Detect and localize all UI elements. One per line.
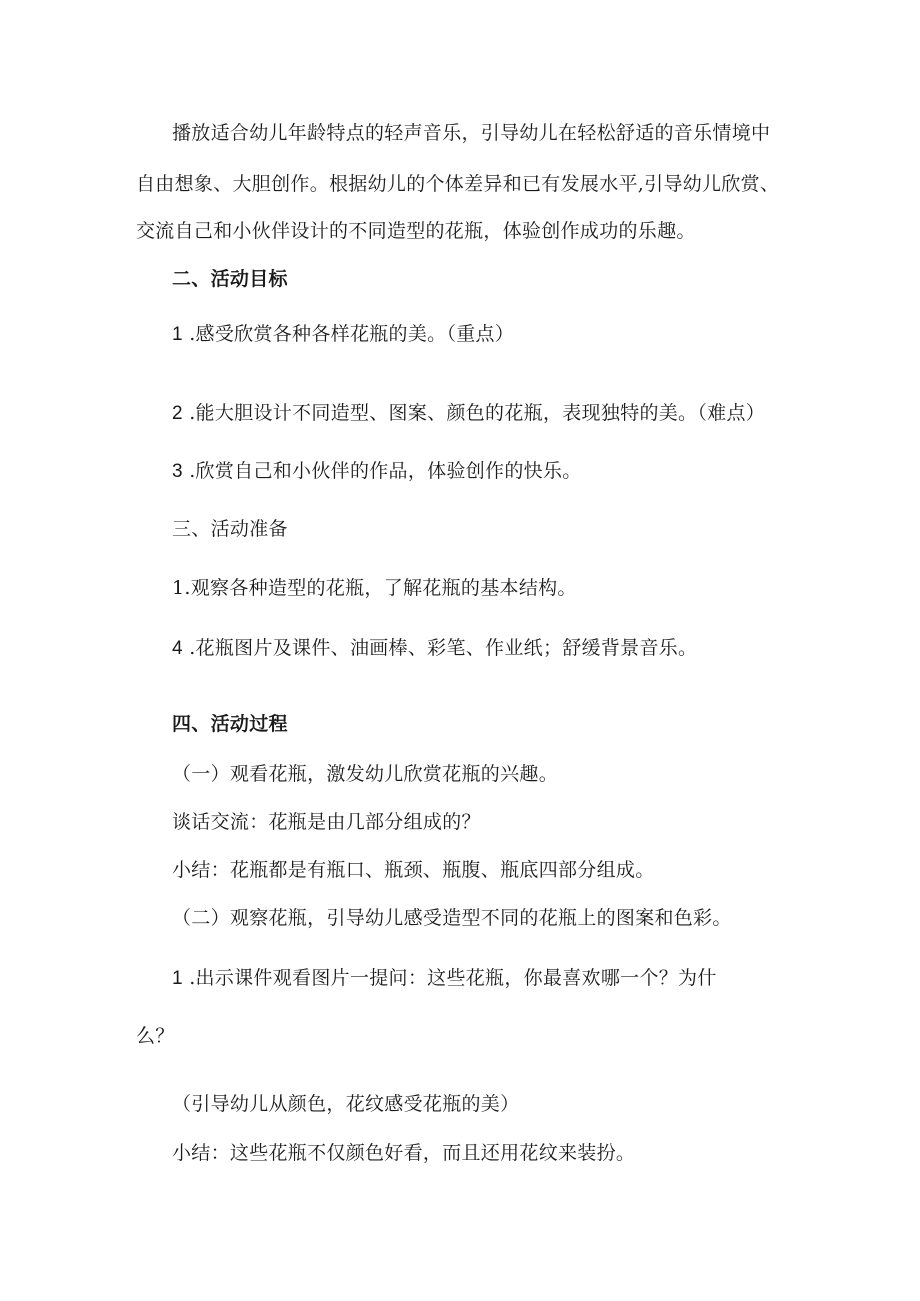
intro-line-1: 播放适合幼儿年龄特点的轻声音乐，引导幼儿在轻松舒适的音乐情境中 <box>172 122 771 144</box>
goal-item-3-text: .欣赏自己和小伙伴的作品，体验创作的快乐。 <box>189 460 582 482</box>
process-summary-1: 小结：花瓶都是有瓶口、瓶颈、瓶腹、瓶底四部分组成。 <box>172 859 655 881</box>
goal-item-3-number: 3 <box>172 461 183 482</box>
process-step-1: （一）观看花瓶，激发幼儿欣赏花瓶的兴趣。 <box>172 763 559 785</box>
process-question-number: 1 <box>172 968 183 989</box>
process-question-continued: 么？ <box>136 1025 175 1047</box>
process-question-text: .出示课件观看图片一提问：这些花瓶，你最喜欢哪一个？为什 <box>189 967 717 989</box>
process-talk: 谈话交流：花瓶是由几部分组成的？ <box>172 811 481 833</box>
process-step-2: （二）观察花瓶，引导幼儿感受造型不同的花瓶上的图案和色彩。 <box>172 907 732 929</box>
process-question <box>172 966 717 991</box>
process-heading: 四、活动过程 <box>172 713 288 735</box>
process-guide: （引导幼儿从颜色，花纹感受花瓶的美） <box>172 1093 520 1115</box>
goals-heading: 二、活动目标 <box>172 268 288 290</box>
goal-item-2 <box>172 401 765 426</box>
process-summary-2: 小结：这些花瓶不仅颜色好看，而且还用花纹来装扮。 <box>172 1142 636 1164</box>
preparation-item-2-text: .花瓶图片及课件、油画棒、彩笔、作业纸；舒缓背景音乐。 <box>189 637 698 659</box>
goal-item-1-text: .感受欣赏各种各样花瓶的美。（重点） <box>189 323 515 345</box>
goal-item-1 <box>172 322 514 347</box>
preparation-item-2 <box>172 636 697 661</box>
goal-item-2-text: .能大胆设计不同造型、图案、颜色的花瓶，表现独特的美。（难点） <box>189 402 766 424</box>
goal-item-3 <box>172 459 582 484</box>
goal-item-2-number: 2 <box>172 403 183 424</box>
intro-line-2: 自由想象、大胆创作。根据幼儿的个体差异和已有发展水平,引导幼儿欣赏、 <box>136 173 780 195</box>
preparation-heading: 三、活动准备 <box>172 518 288 540</box>
intro-line-3: 交流自己和小伙伴设计的不同造型的花瓶，体验创作成功的乐趣。 <box>136 220 696 242</box>
preparation-item-2-number: 4 <box>172 638 183 659</box>
preparation-item-1: 1.观察各种造型的花瓶，了解花瓶的基本结构。 <box>172 577 577 599</box>
goal-item-1-number: 1 <box>172 324 183 345</box>
